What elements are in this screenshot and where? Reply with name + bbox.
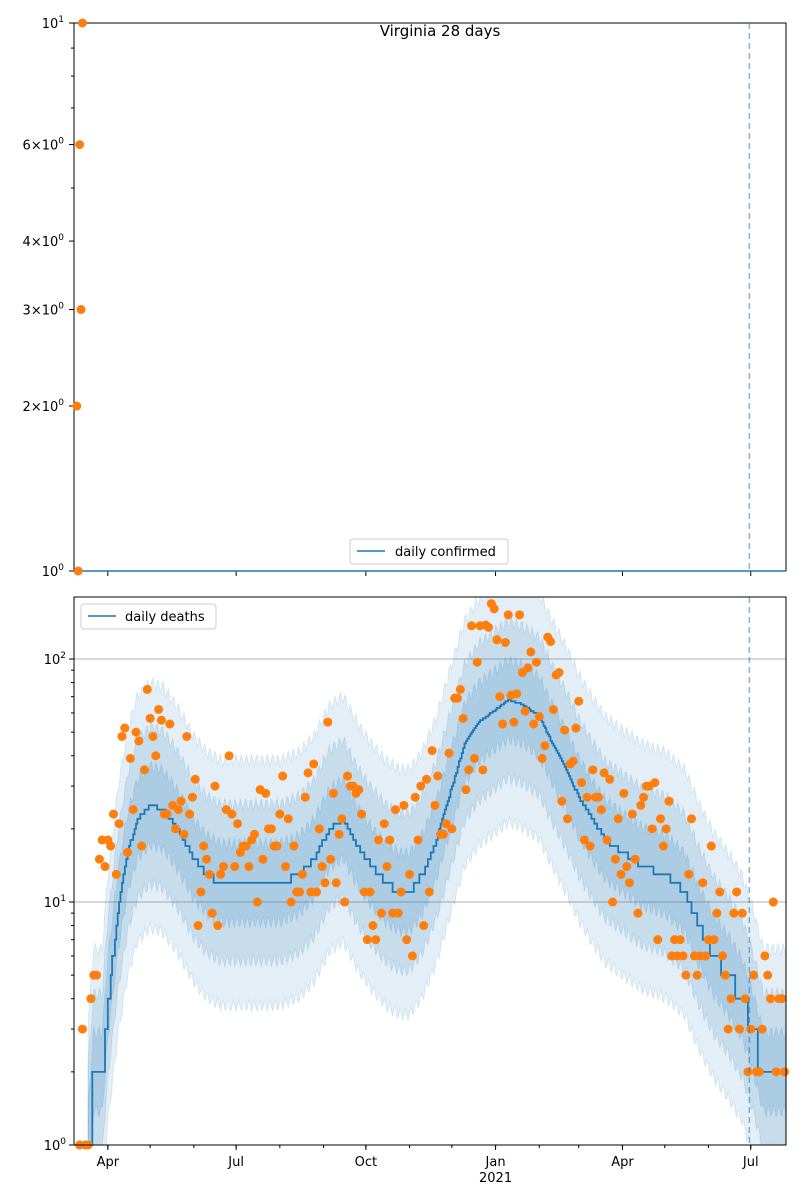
death-point	[571, 724, 580, 733]
death-point	[154, 705, 163, 714]
death-point	[112, 870, 121, 879]
y-tick-label: $4\times 10^0$	[22, 233, 64, 251]
death-point	[425, 887, 434, 896]
death-point	[648, 824, 657, 833]
death-point	[191, 775, 200, 784]
death-point	[470, 754, 479, 763]
death-point	[225, 751, 234, 760]
death-point	[399, 801, 408, 810]
death-point	[380, 819, 389, 828]
death-point	[340, 898, 349, 907]
death-point	[368, 921, 377, 930]
death-point	[199, 842, 208, 851]
death-point	[182, 732, 191, 741]
death-point	[377, 909, 386, 918]
death-point	[749, 971, 758, 980]
death-point	[653, 935, 662, 944]
death-point	[298, 870, 307, 879]
death-point	[698, 878, 707, 887]
death-point	[656, 814, 665, 823]
death-point	[772, 1067, 781, 1076]
deaths-y-axis	[44, 651, 74, 1154]
death-point	[179, 830, 188, 839]
death-point	[659, 842, 668, 851]
death-point	[188, 793, 197, 802]
y-tick-label: $6\times 10^0$	[22, 136, 64, 154]
death-point	[501, 638, 510, 647]
death-point	[363, 935, 372, 944]
death-point	[397, 887, 406, 896]
death-point	[676, 935, 685, 944]
death-point	[526, 647, 535, 656]
death-point	[560, 726, 569, 735]
death-point	[284, 814, 293, 823]
death-point	[467, 621, 476, 630]
death-point	[374, 835, 383, 844]
death-point	[315, 824, 324, 833]
death-point	[101, 862, 110, 871]
death-point	[484, 623, 493, 632]
death-point	[459, 714, 468, 723]
deaths-legend	[81, 604, 216, 629]
death-point	[230, 862, 239, 871]
death-point	[464, 765, 473, 774]
death-point	[701, 951, 710, 960]
death-point	[143, 685, 152, 694]
death-point	[639, 793, 648, 802]
death-point	[608, 898, 617, 907]
death-point	[498, 720, 507, 729]
death-point	[769, 898, 778, 907]
death-point	[597, 805, 606, 814]
death-point	[250, 830, 259, 839]
death-point	[557, 797, 566, 806]
death-point	[636, 801, 645, 810]
x-tick-label: Apr	[611, 1155, 634, 1170]
death-point	[216, 870, 225, 879]
death-point	[320, 878, 329, 887]
death-point	[679, 951, 688, 960]
death-point	[422, 775, 431, 784]
death-point	[712, 909, 721, 918]
death-point	[445, 749, 454, 758]
death-point	[312, 887, 321, 896]
x-tick-label: Jan	[485, 1155, 506, 1170]
death-point	[196, 887, 205, 896]
death-point	[233, 819, 242, 828]
death-point	[495, 692, 504, 701]
death-point	[650, 778, 659, 787]
x-tick-label: Oct	[354, 1155, 378, 1170]
death-point	[473, 658, 482, 667]
death-point	[219, 862, 228, 871]
death-point	[430, 801, 439, 810]
death-point	[273, 842, 282, 851]
death-point	[532, 658, 541, 667]
death-point	[549, 705, 558, 714]
death-point	[777, 994, 786, 1003]
death-point	[428, 746, 437, 755]
death-point	[684, 870, 693, 879]
y-tick-label: $10^2$	[43, 651, 66, 669]
death-point	[633, 909, 642, 918]
death-point	[583, 793, 592, 802]
y-tick-label: $10^0$	[41, 563, 64, 580]
confirmed-plot-area	[74, 23, 786, 571]
death-point	[163, 810, 172, 819]
death-point	[411, 793, 420, 802]
death-point	[329, 789, 338, 798]
death-point	[174, 805, 183, 814]
death-point	[439, 830, 448, 839]
death-point	[323, 718, 332, 727]
death-point	[605, 775, 614, 784]
death-point	[165, 720, 174, 729]
death-point	[318, 862, 327, 871]
death-point	[521, 707, 530, 716]
death-point	[540, 741, 549, 750]
death-point	[258, 855, 267, 864]
death-point	[205, 870, 214, 879]
death-point	[538, 754, 547, 763]
death-point	[490, 604, 499, 613]
death-point	[366, 887, 375, 896]
death-point	[194, 921, 203, 930]
death-point	[588, 765, 597, 774]
death-point	[617, 870, 626, 879]
confirmed-point	[77, 305, 86, 314]
legend-label: daily confirmed	[395, 545, 496, 560]
death-point	[261, 789, 270, 798]
death-point	[267, 824, 276, 833]
deaths-x-axis	[97, 1145, 759, 1186]
death-point	[129, 805, 138, 814]
confirmed-point	[72, 402, 81, 411]
death-point	[681, 971, 690, 980]
x-tick-year-label: 2021	[479, 1171, 513, 1186]
death-point	[721, 971, 730, 980]
death-point	[619, 789, 628, 798]
death-point	[115, 819, 124, 828]
death-point	[335, 830, 344, 839]
death-point	[405, 870, 414, 879]
death-point	[602, 835, 611, 844]
death-point	[171, 824, 180, 833]
death-point	[732, 887, 741, 896]
death-point	[727, 994, 736, 1003]
death-point	[357, 810, 366, 819]
death-point	[631, 855, 640, 864]
death-point	[707, 842, 716, 851]
confirmed-point	[74, 567, 83, 576]
death-point	[622, 862, 631, 871]
death-point	[715, 887, 724, 896]
death-point	[402, 935, 411, 944]
death-point	[408, 951, 417, 960]
death-point	[106, 842, 115, 851]
death-point	[117, 732, 126, 741]
y-tick-label: $3\times 10^0$	[22, 301, 64, 319]
death-point	[371, 935, 380, 944]
death-point	[394, 909, 403, 918]
death-point	[309, 759, 318, 768]
death-point	[453, 694, 462, 703]
death-point	[662, 824, 671, 833]
confirmed-point	[75, 140, 84, 149]
death-point	[755, 1067, 764, 1076]
confirmed-point	[78, 19, 87, 28]
death-point	[718, 951, 727, 960]
death-point	[354, 785, 363, 794]
death-point	[109, 810, 118, 819]
death-point	[275, 810, 284, 819]
death-point	[735, 1025, 744, 1034]
death-point	[447, 824, 456, 833]
death-point	[760, 951, 769, 960]
death-point	[148, 732, 157, 741]
death-point	[304, 768, 313, 777]
x-tick-label: Jul	[228, 1155, 244, 1170]
death-point	[433, 772, 442, 781]
death-point	[535, 712, 544, 721]
y-tick-label: $2\times 10^0$	[22, 398, 64, 416]
confirmed-points	[72, 19, 87, 576]
death-point	[278, 772, 287, 781]
death-point	[515, 610, 524, 619]
death-point	[177, 797, 186, 806]
death-point	[492, 635, 501, 644]
death-point	[92, 971, 101, 980]
death-point	[741, 994, 750, 1003]
x-tick-label: Apr	[96, 1155, 120, 1170]
death-point	[391, 805, 400, 814]
death-point	[287, 898, 296, 907]
death-point	[210, 782, 219, 791]
deaths-chart	[44, 597, 789, 1186]
y-tick-label: $10^1$	[41, 15, 64, 32]
death-point	[126, 754, 135, 763]
death-point	[586, 842, 595, 851]
legend-label: daily deaths	[125, 610, 205, 625]
death-point	[724, 1025, 733, 1034]
death-point	[301, 793, 310, 802]
death-point	[157, 716, 166, 725]
death-point	[146, 714, 155, 723]
death-point	[594, 793, 603, 802]
death-point	[414, 835, 423, 844]
death-point	[523, 663, 532, 672]
x-tick-label: Jul	[742, 1155, 759, 1170]
death-point	[628, 810, 637, 819]
death-point	[227, 810, 236, 819]
death-point	[577, 778, 586, 787]
death-point	[569, 757, 578, 766]
death-point	[614, 814, 623, 823]
death-point	[456, 685, 465, 694]
death-point	[78, 1025, 87, 1034]
death-point	[123, 848, 132, 857]
confirmed-legend	[350, 539, 508, 564]
confirmed-chart	[23, 15, 786, 580]
death-point	[478, 765, 487, 774]
death-point	[738, 909, 747, 918]
chart-title: Virginia 28 days	[379, 22, 501, 40]
death-point	[504, 610, 513, 619]
death-point	[555, 668, 564, 677]
death-point	[509, 718, 518, 727]
death-point	[385, 835, 394, 844]
death-point	[140, 765, 149, 774]
death-point	[746, 1025, 755, 1034]
death-point	[281, 862, 290, 871]
death-point	[151, 751, 160, 760]
death-point	[289, 842, 298, 851]
death-point	[213, 921, 222, 930]
death-point	[758, 1025, 767, 1034]
death-point	[461, 785, 470, 794]
death-point	[611, 855, 620, 864]
death-point	[529, 720, 538, 729]
death-point	[574, 697, 583, 706]
death-point	[563, 814, 572, 823]
death-point	[512, 689, 521, 698]
death-point	[332, 878, 341, 887]
death-point	[710, 935, 719, 944]
death-point	[625, 878, 634, 887]
y-tick-label: $10^0$	[43, 1137, 66, 1154]
death-point	[95, 855, 104, 864]
death-point	[664, 797, 673, 806]
death-point	[86, 994, 95, 1003]
death-point	[208, 909, 217, 918]
death-point	[780, 1067, 789, 1076]
death-point	[132, 728, 141, 737]
y-tick-label: $10^1$	[43, 894, 66, 912]
death-point	[382, 862, 391, 871]
death-point	[743, 1067, 752, 1076]
death-point	[326, 855, 335, 864]
death-point	[202, 855, 211, 864]
death-point	[120, 724, 129, 733]
death-point	[295, 887, 304, 896]
death-point	[766, 994, 775, 1003]
death-point	[419, 921, 428, 930]
death-point	[687, 814, 696, 823]
death-point	[337, 814, 346, 823]
confirmed-y-axis	[23, 15, 74, 580]
death-point	[693, 971, 702, 980]
death-point	[134, 736, 143, 745]
death-point	[729, 909, 738, 918]
death-point	[546, 637, 555, 646]
death-point	[763, 971, 772, 980]
deaths-uncertainty-bands	[88, 597, 786, 1145]
death-point	[185, 810, 194, 819]
death-point	[253, 898, 262, 907]
death-point	[244, 862, 253, 871]
death-point	[137, 842, 146, 851]
death-point	[343, 772, 352, 781]
